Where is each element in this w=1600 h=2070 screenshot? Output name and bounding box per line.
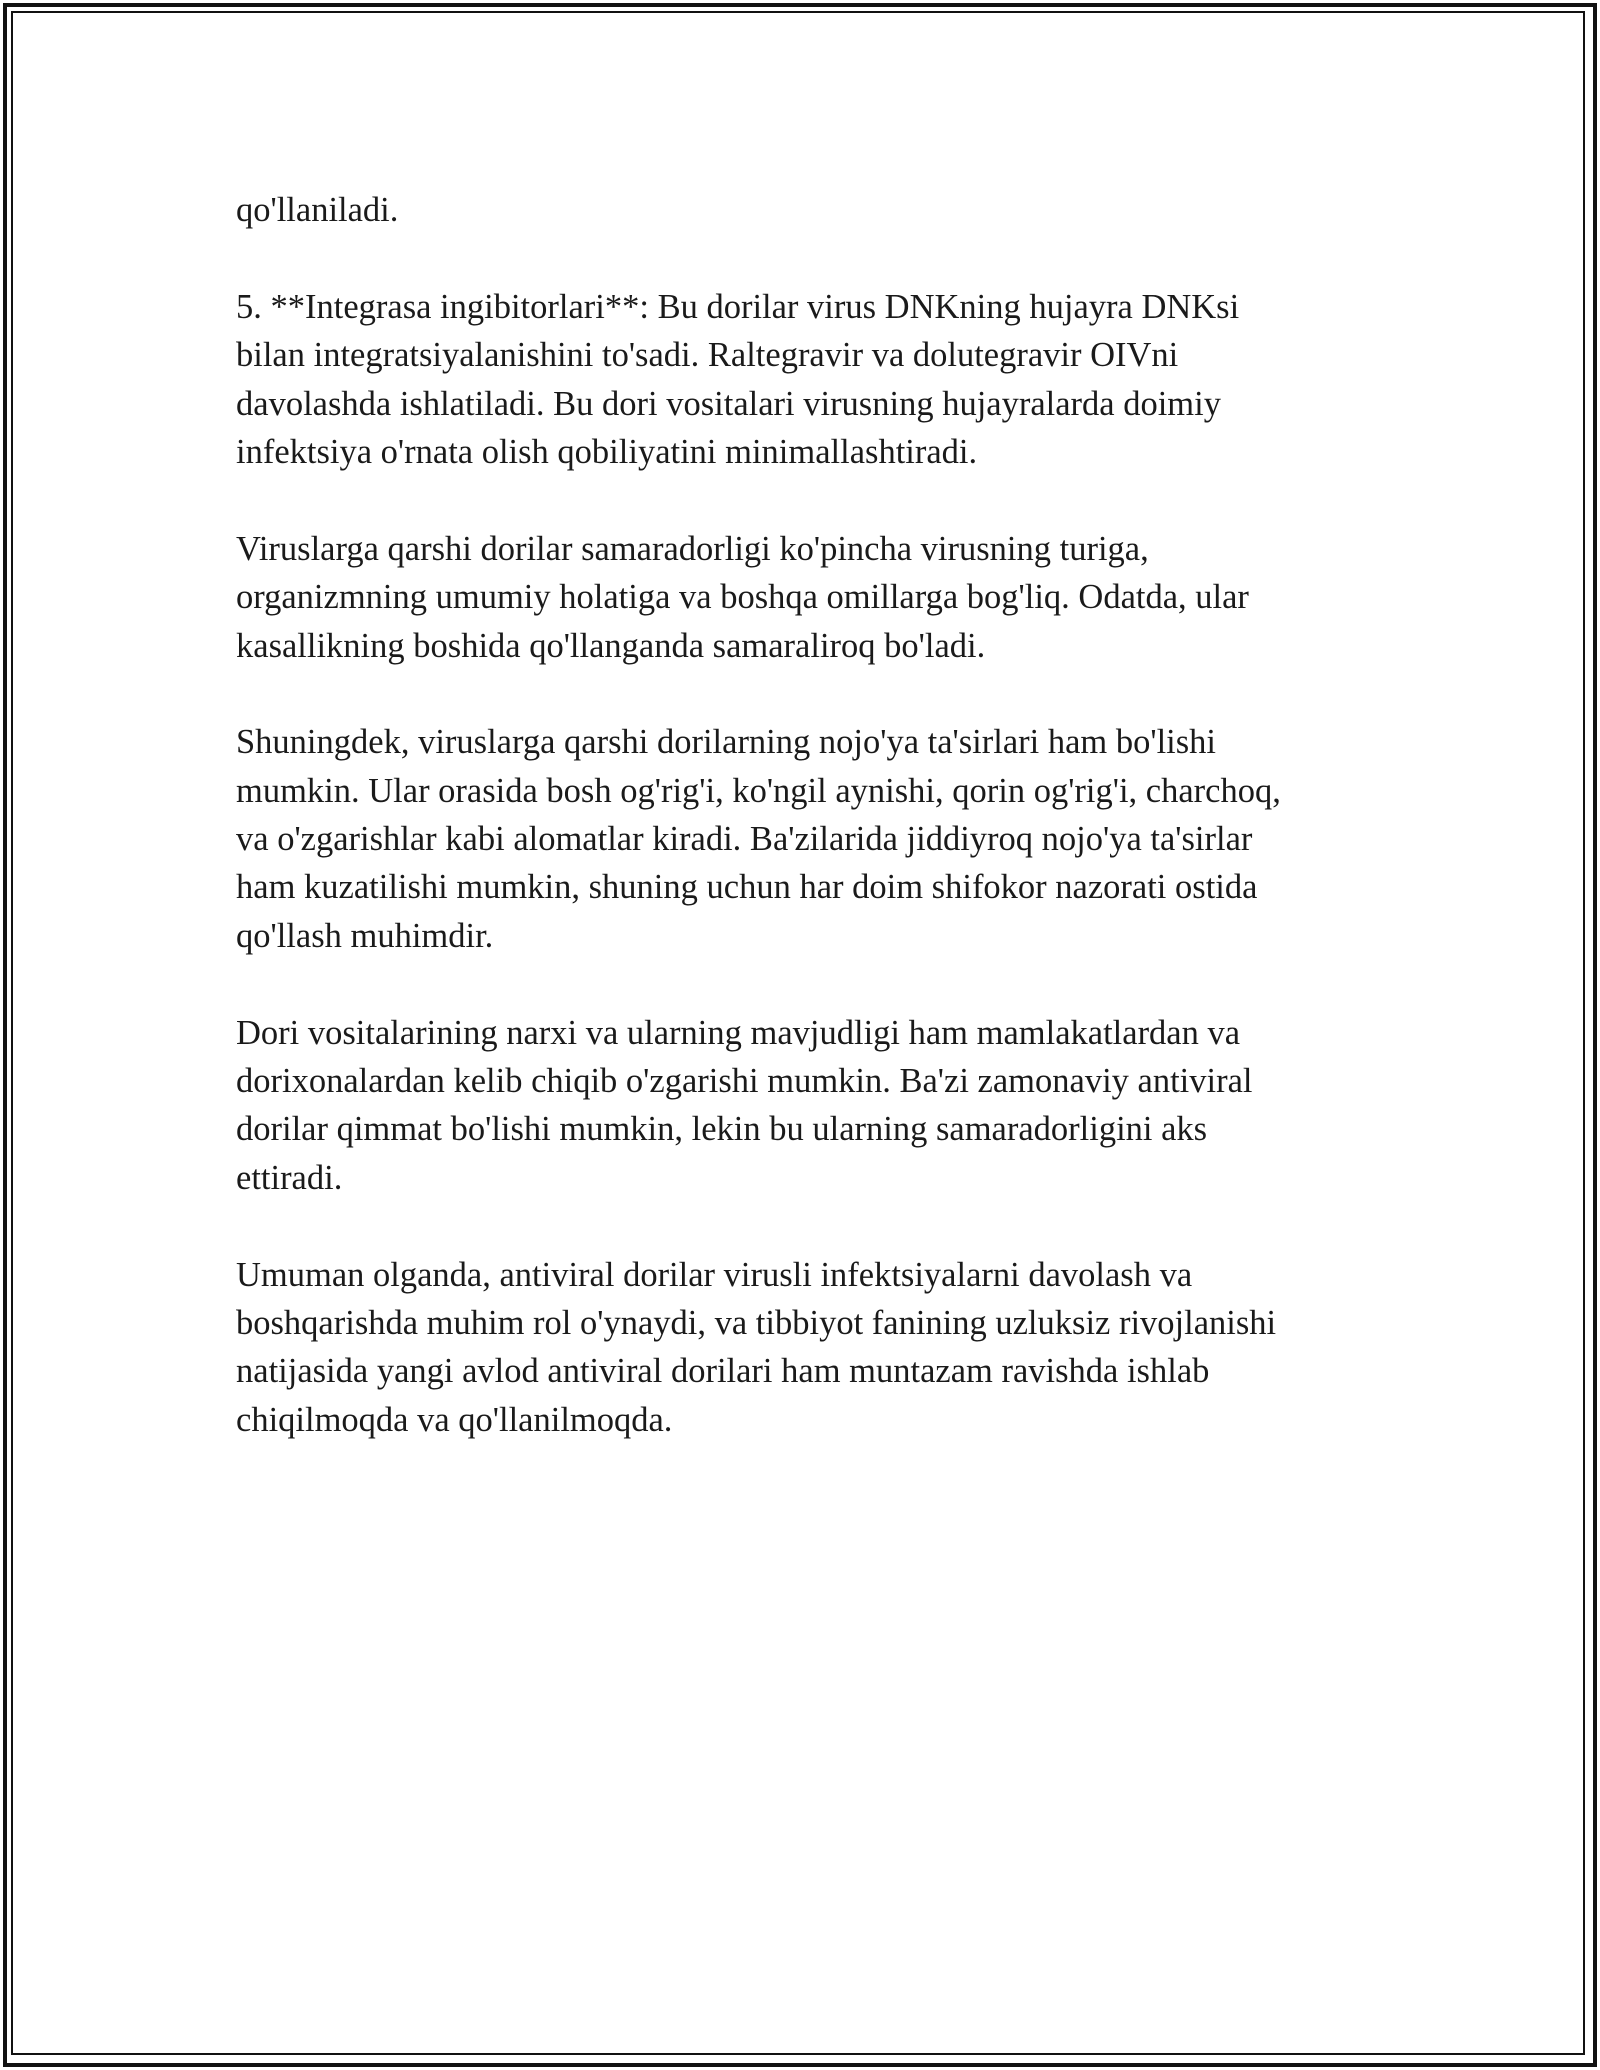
paragraph-conclusion	[236, 1251, 1376, 1445]
text-line: boshqarishda muhim rol o'ynaydi, va tibbiyot fanining uzluksiz rivojlanishi	[236, 1303, 1277, 1342]
text-line: ettiradi.	[236, 1158, 343, 1197]
text-line: mumkin. Ular orasida bosh og'rig'i, ko'ngil aynishi, qorin og'rig'i, charchoq,	[236, 771, 1281, 810]
text-line: Viruslarga qarshi dorilar samaradorligi ko'pincha virusning turiga,	[236, 529, 1149, 568]
document-body	[236, 186, 1376, 1493]
paragraph-effectiveness	[236, 525, 1376, 670]
text-line: organizmning umumiy holatiga va boshqa omillarga bog'liq. Odatda, ular	[236, 578, 1249, 617]
text-line: dorilar qimmat bo'lishi mumkin, lekin bu ularning samaradorligini aks	[236, 1110, 1208, 1149]
text-line: ham kuzatilishi mumkin, shuning uchun har doim shifokor nazorati ostida	[236, 868, 1258, 907]
text-line: qo'llaniladi.	[236, 191, 399, 229]
text-line: bilan integratsiyalanishini to'sadi. Raltegravir va dolutegravir OIVni	[236, 336, 1179, 375]
text-line: Umuman olganda, antiviral dorilar virusli infektsiyalarni davolash va	[236, 1255, 1193, 1294]
text-line: chiqilmoqda va qo'llanilmoqda.	[236, 1400, 673, 1439]
text-line: dorixonalardan kelib chiqib o'zgarishi mumkin. Ba'zi zamonaviy antiviral	[236, 1062, 1253, 1101]
text-line: davolashda ishlatiladi. Bu dori vositalari virusning hujayralarda doimiy	[236, 384, 1221, 423]
paragraph-price-availability	[236, 1009, 1376, 1203]
text-line: 5. **Integrasa ingibitorlari**: Bu dorilar virus DNKning hujayra DNKsi	[236, 287, 1240, 326]
text-line: qo'llash muhimdir.	[236, 916, 494, 955]
paragraph-continuation	[236, 186, 1376, 234]
text-line: infektsiya o'rnata olish qobiliyatini minimallashtiradi.	[236, 432, 978, 471]
text-line: natijasida yangi avlod antiviral dorilari ham muntazam ravishda ishlab	[236, 1352, 1210, 1391]
paragraph-integrase-inhibitors	[236, 283, 1376, 477]
text-line: Dori vositalarining narxi va ularning mavjudligi ham mamlakatlardan va	[236, 1013, 1241, 1052]
text-line: va o'zgarishlar kabi alomatlar kiradi. Ba'zilarida jiddiyroq nojo'ya ta'sirlar	[236, 820, 1253, 859]
text-line: Shuningdek, viruslarga qarshi dorilarning nojo'ya ta'sirlari ham bo'lishi	[236, 723, 1217, 762]
paragraph-side-effects	[236, 718, 1376, 960]
text-line: kasallikning boshida qo'llanganda samaraliroq bo'ladi.	[236, 626, 986, 665]
